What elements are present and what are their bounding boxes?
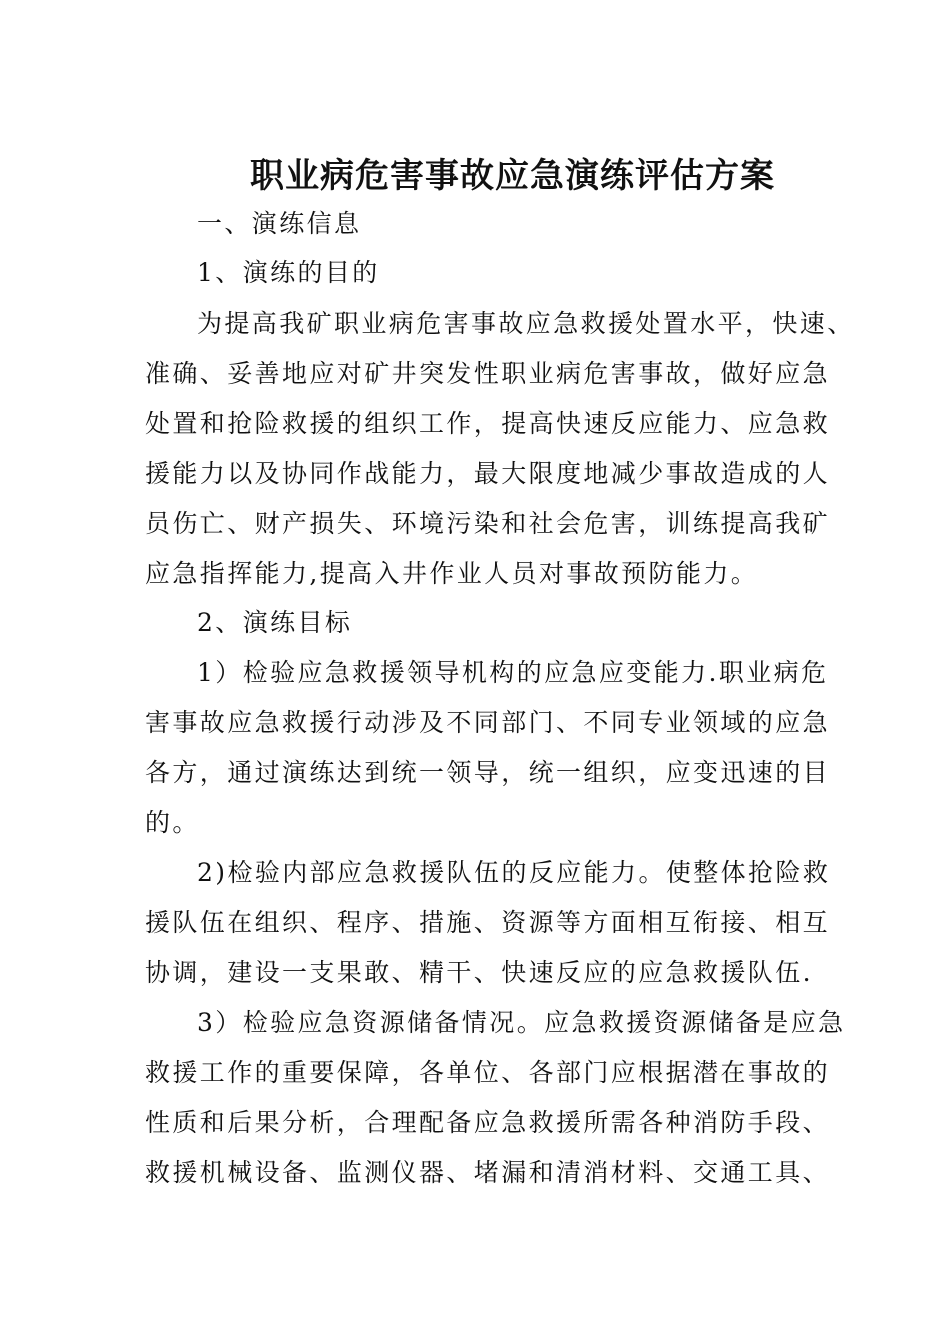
section-heading: 一、演练信息 bbox=[197, 209, 362, 238]
paragraph-line: 1）检验应急救援领导机构的应急应变能力.职业病危 bbox=[197, 658, 829, 687]
paragraph-line: 援队伍在组织、程序、措施、资源等方面相互衔接、相互 bbox=[145, 908, 831, 937]
subsection-heading: 1、演练的目的 bbox=[197, 258, 380, 287]
paragraph-line: 各方，通过演练达到统一领导，统一组织，应变迅速的目 bbox=[145, 758, 831, 787]
paragraph-line: 协调，建设一支果敢、精干、快速反应的应急救援队伍. bbox=[145, 958, 813, 987]
paragraph-line: 员伤亡、财产损失、环境污染和社会危害，训练提高我矿 bbox=[145, 509, 831, 538]
paragraph-line: 害事故应急救援行动涉及不同部门、不同专业领域的应急 bbox=[145, 708, 831, 737]
paragraph-line: 应急指挥能力,提高入井作业人员对事故预防能力。 bbox=[145, 559, 759, 588]
paragraph-line: 2)检验内部应急救援队伍的反应能力。使整体抢险救 bbox=[197, 858, 831, 887]
document-title: 职业病危害事故应急演练评估方案 bbox=[250, 156, 775, 196]
paragraph-line: 的。 bbox=[145, 808, 200, 837]
paragraph-line: 救援机械设备、监测仪器、堵漏和清消材料、交通工具、 bbox=[145, 1158, 831, 1187]
paragraph-line: 性质和后果分析，合理配备应急救援所需各种消防手段、 bbox=[145, 1108, 831, 1137]
paragraph-line: 处置和抢险救援的组织工作，提高快速反应能力、应急救 bbox=[145, 409, 831, 438]
paragraph-line: 为提高我矿职业病危害事故应急救援处置水平，快速、 bbox=[197, 309, 855, 338]
paragraph-line: 3）检验应急资源储备情况。应急救援资源储备是应急 bbox=[197, 1008, 846, 1037]
subsection-heading: 2、演练目标 bbox=[197, 608, 353, 637]
paragraph-line: 救援工作的重要保障，各单位、各部门应根据潜在事故的 bbox=[145, 1058, 831, 1087]
paragraph-line: 援能力以及协同作战能力，最大限度地减少事故造成的人 bbox=[145, 459, 831, 488]
paragraph-line: 准确、妥善地应对矿井突发性职业病危害事故，做好应急 bbox=[145, 359, 831, 388]
